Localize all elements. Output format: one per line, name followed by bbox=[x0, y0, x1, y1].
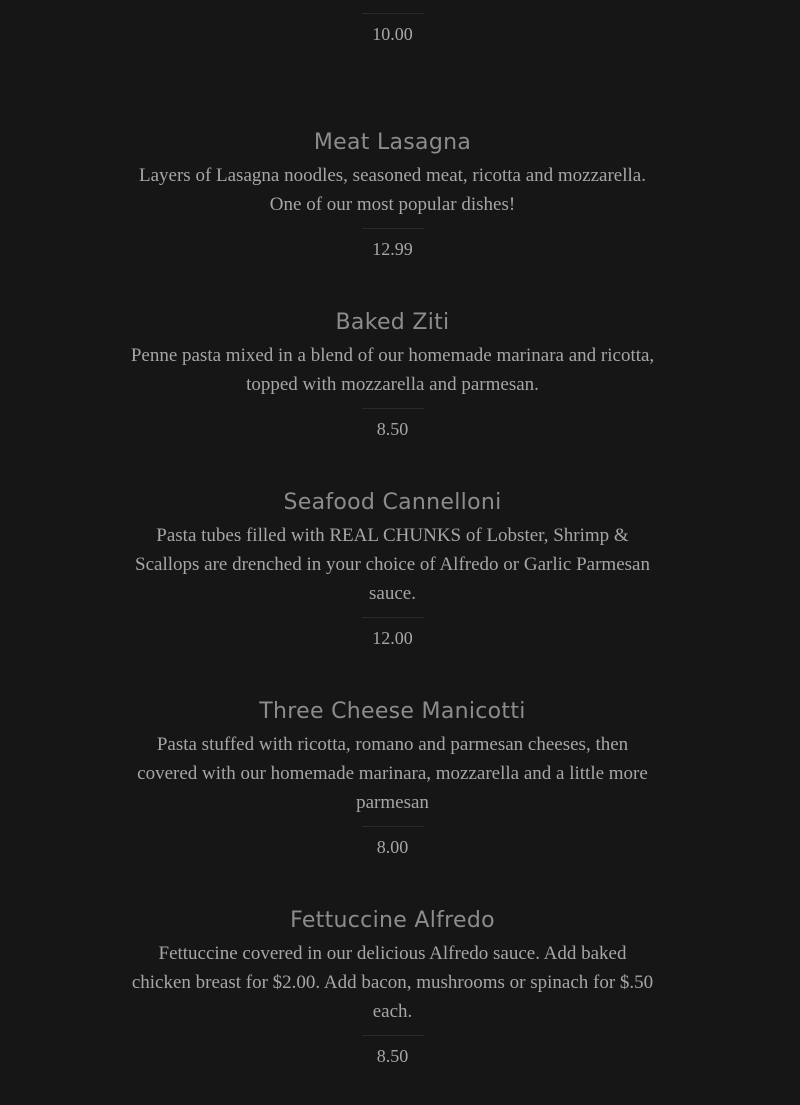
menu-item-description: Fettuccine covered in our delicious Alfredo sauce. Add baked chicken breast for $2.00. Add bacon, mushrooms or spinach for $.50 each. bbox=[131, 943, 654, 1022]
menu-item bbox=[130, 0, 655, 45]
divider bbox=[362, 228, 424, 229]
divider bbox=[362, 1035, 424, 1036]
divider bbox=[362, 408, 424, 409]
divider bbox=[362, 617, 424, 618]
menu-item-name: Three Cheese Manicotti bbox=[259, 699, 526, 724]
menu-item bbox=[130, 698, 655, 858]
divider bbox=[362, 13, 424, 14]
menu-item-price: 8.00 bbox=[376, 837, 409, 857]
menu-item bbox=[130, 129, 655, 260]
menu-item-name: Baked Ziti bbox=[335, 310, 450, 335]
menu-item bbox=[130, 907, 655, 1067]
menu-item-description: Pasta tubes filled with REAL CHUNKS of Lobster, Shrimp & Scallops are drenched in your choice of Alfredo or Garlic Parmesan sauce. bbox=[135, 525, 650, 604]
menu-item-description: Pasta stuffed with ricotta, romano and parmesan cheeses, then covered with our homemade marinara, mozzarella and a little more parmesan bbox=[137, 734, 648, 813]
menu-item-price: 8.50 bbox=[376, 419, 409, 439]
menu-item-price: 12.99 bbox=[372, 239, 413, 259]
menu-item-description: Layers of Lasagna noodles, seasoned meat, ricotta and mozzarella. One of our most popular dishes! bbox=[139, 165, 646, 215]
menu-item-description: Penne pasta mixed in a blend of our homemade marinara and ricotta, topped with mozzarella and parmesan. bbox=[130, 345, 655, 395]
divider bbox=[362, 826, 424, 827]
menu-item bbox=[130, 489, 655, 649]
menu-item-name: Meat Lasagna bbox=[313, 130, 472, 155]
menu-item-name: Fettuccine Alfredo bbox=[290, 908, 495, 933]
menu-item-description bbox=[130, 0, 655, 4]
menu-item-name: Seafood Cannelloni bbox=[283, 490, 502, 515]
menu-item-price: 8.50 bbox=[376, 1046, 409, 1066]
menu-item-price: 12.00 bbox=[372, 628, 413, 648]
menu-item-price: 10.00 bbox=[372, 24, 413, 44]
menu-item bbox=[130, 309, 655, 440]
